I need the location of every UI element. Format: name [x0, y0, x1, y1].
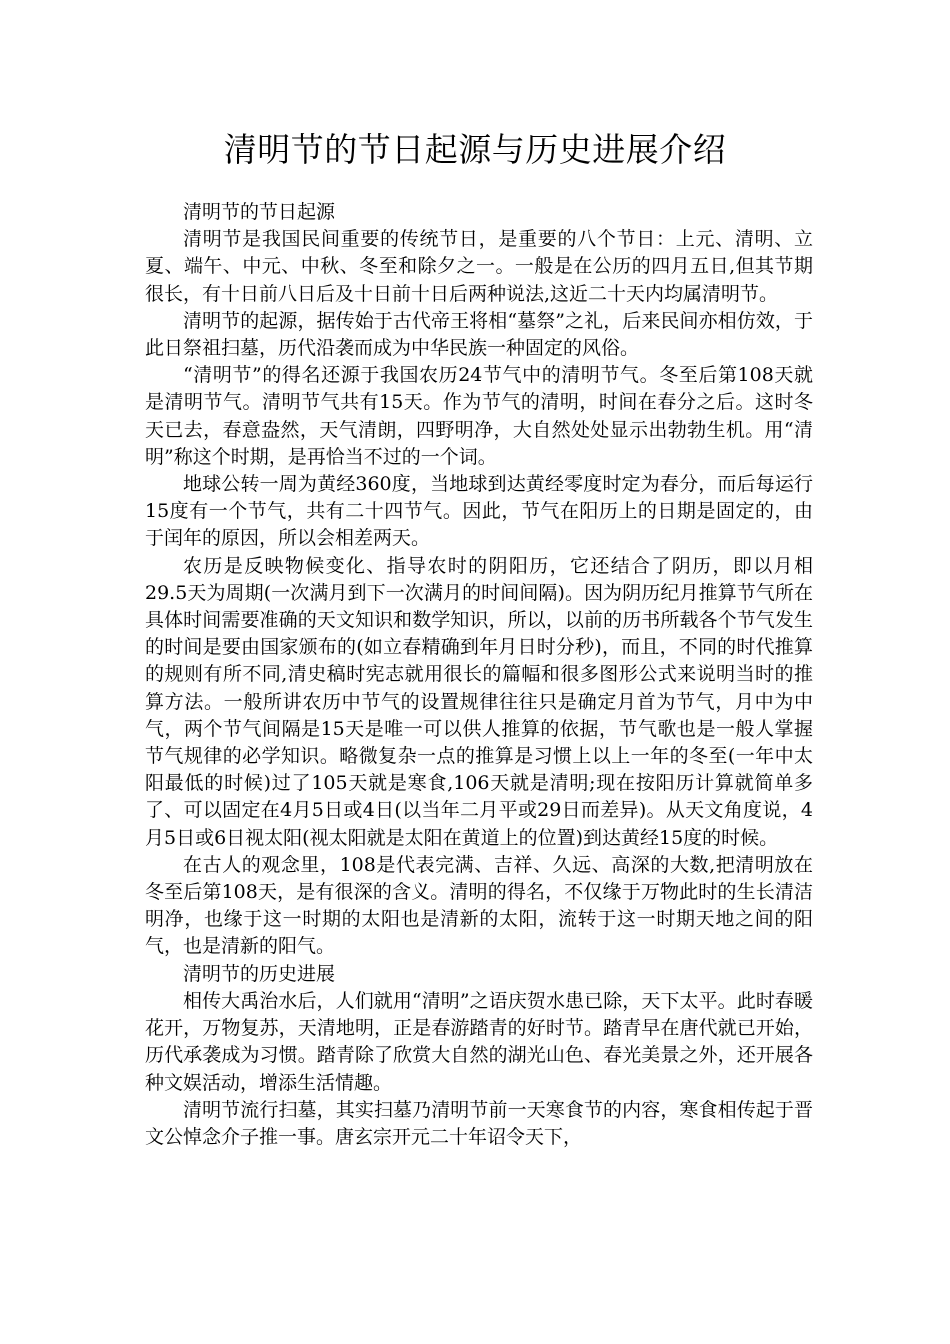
document-title: 清明节的节日起源与历史进展介绍 — [223, 130, 727, 169]
section-heading-history: 清明节的历史进展 — [183, 962, 336, 985]
section-heading-origin: 清明节的节日起源 — [183, 201, 336, 223]
paragraph: 在古人的观念里，108是代表完满、吉祥、久远、高深的大数,把清明放在冬至后第108天，是有很深的含义。清明的得名，不仅缘于万物此时的生长清洁明净，也缘于这一时期的太阳也是清新的太阳，流转于这一时期天地之间的阳气，也是清新的阳气。 — [145, 853, 813, 958]
paragraph: “清明节”的得名还源于我国农历24节气中的清明节气。冬至后第108天就是清明节气。清明节气共有15天。作为节气的清明，时间在春分之后。这时冬天已去，春意盎然，天气清朗，四野明净，大自然处处显示出勃勃生机。用“清明”称这个时期，是再恰当不过的一个词。 — [145, 364, 813, 468]
document-body — [145, 199, 813, 1151]
paragraph: 清明节是我国民间重要的传统节日，是重要的八个节日：上元、清明、立夏、端午、中元、中秋、冬至和除夕之一。一般是在公历的四月五日,但其节期很长，有十日前八日后及十日前十日后两种说法,这近二十天内均属清明节。 — [145, 228, 813, 305]
paragraph: 相传大禹治水后，人们就用“清明”之语庆贺水患已除，天下太平。此时春暖花开，万物复苏，天清地明，正是春游踏青的好时节。踏青早在唐代就已开始，历代承袭成为习惯。踏青除了欣赏大自然的湖光山色、春光美景之外，还开展各种文娱活动，增添生活情趣。 — [145, 989, 813, 1094]
paragraph: 地球公转一周为黄经360度，当地球到达黄经零度时定为春分，而后每运行15度有一个节气，共有二十四节气。因此，节气在阳历上的日期是固定的，由于闰年的原因，所以会相差两天。 — [145, 473, 813, 550]
paragraph: 农历是反映物候变化、指导农时的阴阳历，它还结合了阴历，即以月相29.5天为周期(一次满月到下一次满月的时间间隔)。因为阴历纪月推算节气所在具体时间需要准确的天文知识和数学知识，所以，以前的历书所载各个节气发生的时间是要由国家颁布的(如立春精确到年月日时分秒)，而且，不同的时代推算的规则有所不同,清史稿时宪志就用很长的篇幅和很多图形公式来说明当时的推算方法。一般所讲农历中节气的设置规律往往只是确定月首为节气，月中为中气，两个节气间隔是15天是唯一可以供人推算的依据，节气歌也是一般人掌握节气规律的必学知识。略微复杂一点的推算是习惯上以上一年的冬至(一年中太阳最低的时候)过了105天就是寒食,106天就是清明;现在按阳历计算就简单多了、可以固定在4月5日或4日(以当年二月平或29日而差异)。从天文角度说，4月5日或6日视太阳(视太阳就是太阳在黄道上的位置)到达黄经15度的时候。 — [145, 554, 813, 849]
paragraph: 清明节流行扫墓，其实扫墓乃清明节前一天寒食节的内容，寒食相传起于晋文公悼念介子推一事。唐玄宗开元二十年诏令天下， — [145, 1098, 813, 1148]
paragraph: 清明节的起源，据传始于古代帝王将相“墓祭”之礼，后来民间亦相仿效，于此日祭祖扫墓，历代沿袭而成为中华民族一种固定的风俗。 — [145, 309, 813, 360]
